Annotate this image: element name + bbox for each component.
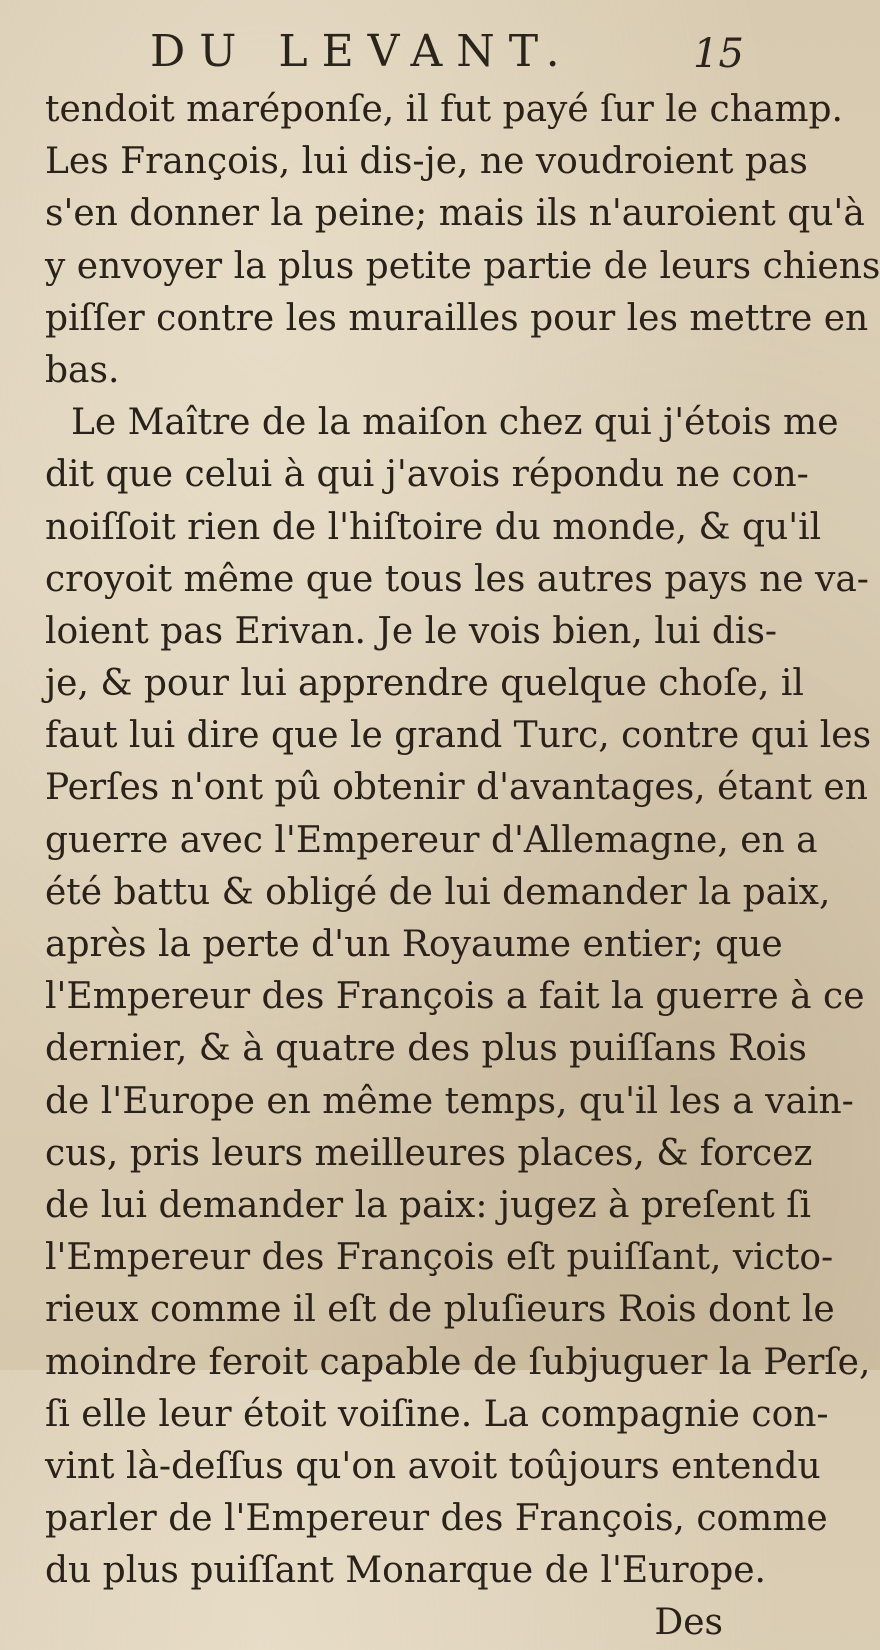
text-line: Le Maître de la maiſon chez qui j'étois me — [71, 402, 839, 444]
text-line: noiſſoit rien de l'hiſtoire du monde, & qu'il — [45, 506, 822, 548]
text-line: loient pas Erivan. Je le vois bien, lui dis- — [45, 610, 778, 652]
catchword-line — [45, 1597, 745, 1649]
text-line: moindre feroit capable de ſubjuguer la Perſe, — [45, 1341, 871, 1383]
page-number: 15 — [693, 31, 744, 77]
text-line: été battu & obligé de lui demander la paix, — [45, 871, 831, 913]
text-line: piſſer contre les murailles pour les mettre en — [45, 297, 869, 339]
text-line: de lui demander la paix: jugez à preſent ſi — [45, 1184, 812, 1226]
text-line: y envoyer la plus petite partie de leurs chiens — [45, 245, 880, 287]
text-line: rieux comme il eſt de pluſieurs Rois dont le — [45, 1289, 835, 1331]
text-line: tendoit maréponſe, il fut payé ſur le champ. — [45, 89, 843, 130]
text-line: de l'Europe en même temps, qu'il les a vain- — [45, 1080, 854, 1122]
text-line: après la perte d'un Royaume entier; que — [45, 924, 783, 965]
text-line: guerre avec l'Empereur d'Allemagne, en a — [45, 819, 818, 861]
body-text — [45, 84, 880, 1650]
text-line: je, & pour lui apprendre quelque choſe, il — [45, 663, 804, 705]
text-line: parler de l'Empereur des François, comme — [45, 1498, 828, 1540]
text-line: l'Empereur des François a fait la guerre à ce — [45, 976, 865, 1018]
text-line: bas. — [45, 349, 120, 391]
text-line: dernier, & à quatre des plus puiſſans Rois — [45, 1028, 807, 1070]
text-line: ſi elle leur étoit voiſine. La compagnie con- — [45, 1393, 829, 1435]
text-line: vint là-deſſus qu'on avoit toûjours entendu — [45, 1445, 821, 1487]
text-line: cus, pris leurs meilleures places, & forcez — [45, 1132, 813, 1174]
text-line: Les François, lui dis-je, ne voudroient pas — [45, 141, 808, 183]
text-line: croyoit même que tous les autres pays ne va- — [45, 558, 869, 600]
page-header — [0, 22, 800, 82]
text-line: l'Empereur des François eſt puiſſant, victo- — [45, 1237, 834, 1279]
text-line: dit que celui à qui j'avois répondu ne con- — [45, 454, 809, 496]
catchword: Des — [654, 1602, 723, 1644]
text-line: faut lui dire que le grand Turc, contre qui les — [45, 715, 872, 757]
text-line: du plus puiſſant Monarque de l'Europe. — [45, 1550, 767, 1592]
text-line: Perſes n'ont pû obtenir d'avantages, étant en — [45, 767, 868, 809]
text-line: s'en donner la peine; mais ils n'auroient qu'à — [45, 193, 865, 235]
running-title: DU LEVANT. — [150, 26, 574, 77]
